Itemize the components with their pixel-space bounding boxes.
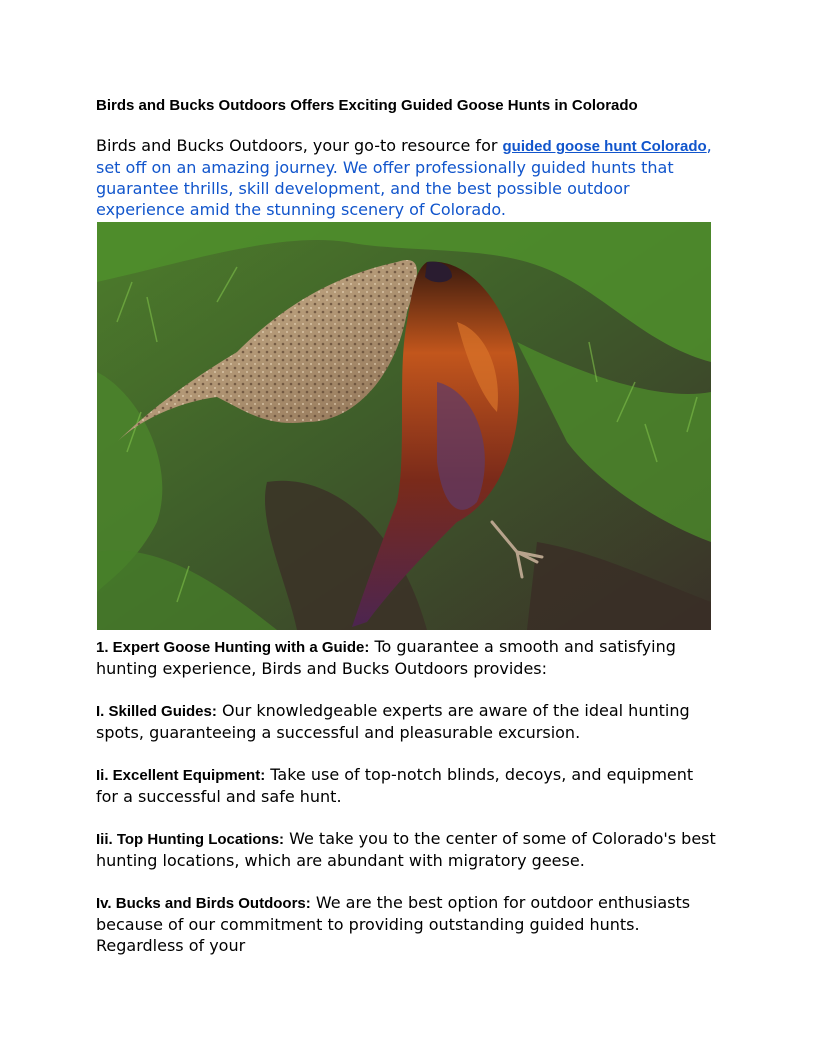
intro-lead-text: Birds and Bucks Outdoors, your go-to resource for	[96, 136, 503, 155]
section-heading: I. Skilled Guides:	[96, 703, 217, 720]
section-heading: Iii. Top Hunting Locations:	[96, 831, 285, 848]
section-text: Take use of top-notch blinds, decoys, and equipment for a successful and safe hunt.	[96, 765, 694, 806]
section-text: Our knowledgeable experts are aware of the ideal hunting spots, guaranteeing a successful and pleasurable excursion.	[96, 701, 690, 742]
section-heading: Iv. Bucks and Birds Outdoors:	[96, 895, 311, 912]
section-text: We are the best option for outdoor enthusiasts because of our commitment to providing outstanding guided hunts. Regardless of your	[96, 893, 691, 955]
pheasant-photo-illustration	[97, 222, 711, 630]
intro-rest-text: , set off on an amazing journey. We offer professionally guided hunts that guarantee thrills, skill development, and the best possible outdoor experience amid the stunning scenery of Colorado.	[96, 136, 712, 219]
section-top-locations	[96, 828, 716, 871]
document-title: Birds and Bucks Outdoors Offers Exciting Guided Goose Hunts in Colorado	[96, 97, 638, 114]
section-text: We take you to the center of some of Colorado's best hunting locations, which are abundant with migratory geese.	[96, 829, 716, 870]
pheasant-photo	[97, 222, 711, 630]
intro-paragraph	[96, 135, 716, 220]
section-text: To guarantee a smooth and satisfying hunting experience, Birds and Bucks Outdoors provides:	[96, 637, 676, 678]
section-heading: 1. Expert Goose Hunting with a Guide:	[96, 639, 370, 656]
document-page	[96, 96, 716, 956]
section-expert-hunting	[96, 636, 716, 679]
guided-goose-hunt-link[interactable]: guided goose hunt Colorado	[502, 138, 707, 155]
section-excellent-equipment	[96, 764, 716, 807]
section-heading: Ii. Excellent Equipment:	[96, 767, 266, 784]
section-bucks-and-birds	[96, 892, 716, 956]
section-skilled-guides	[96, 700, 716, 743]
